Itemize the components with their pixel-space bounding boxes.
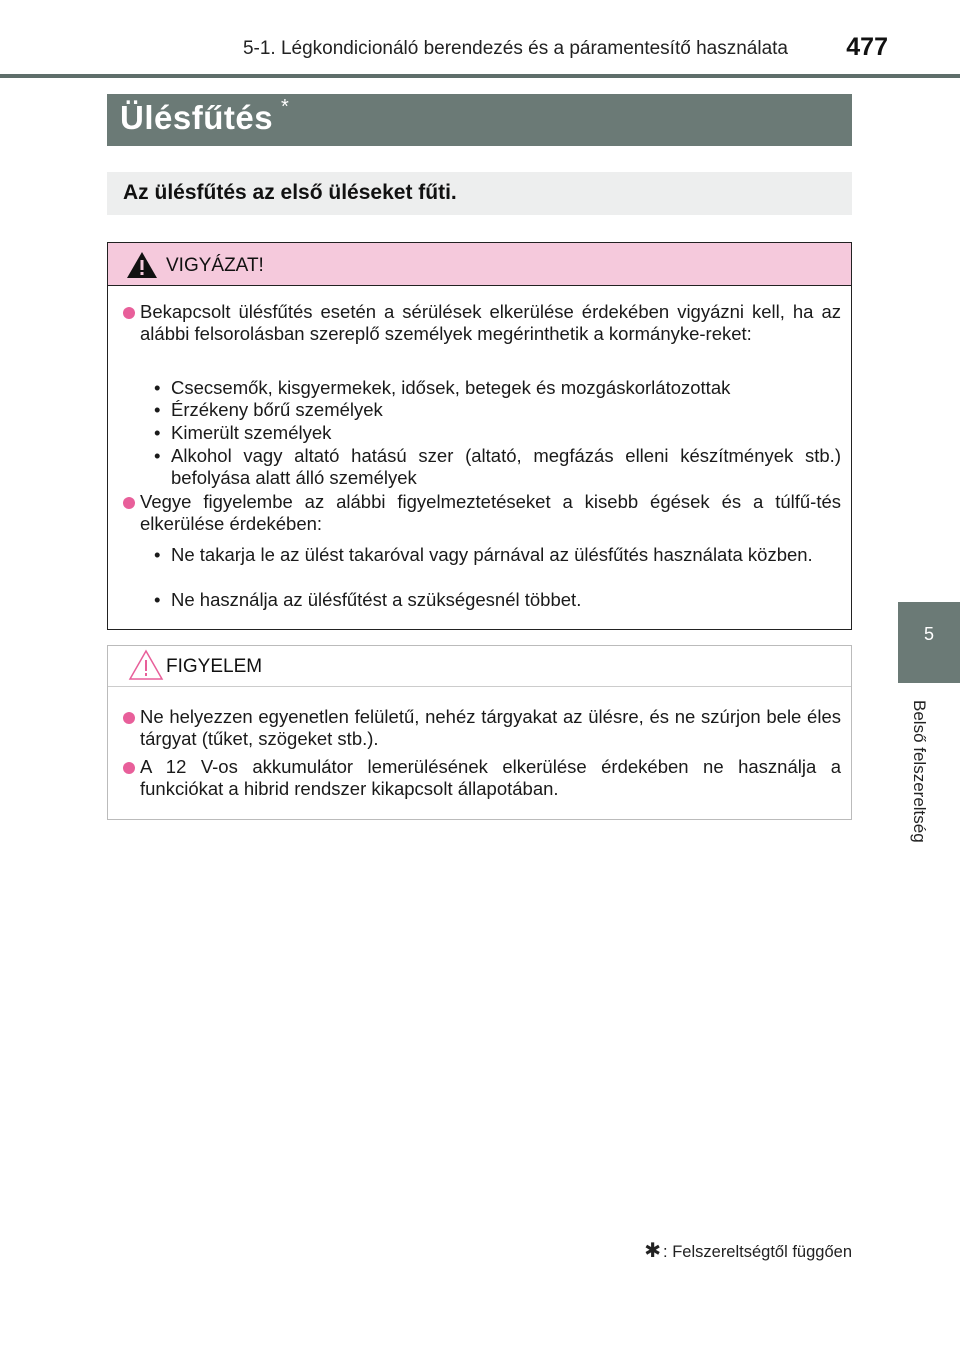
sub-bullet-icon: • xyxy=(154,377,161,398)
sub-bullet-icon: • xyxy=(154,399,161,420)
intro-box xyxy=(107,172,852,215)
notice-label: FIGYELEM xyxy=(166,656,263,677)
notice-item: A 12 V-os akkumulátor lemerülésének elkerülése érdekében ne használja a funkciókat a hibrid rendszer kikapcsolt állapotában. xyxy=(140,756,841,799)
section-title: Ülésfűtés xyxy=(120,99,274,136)
warning-item: Vegye figyelembe az alábbi figyelmeztetéseket a kisebb égések és a túlfű-tés elkerülése érdekében: xyxy=(140,491,841,534)
chapter-header-title: 5-1. Légkondicionáló berendezés és a páramentesítő használata xyxy=(242,38,788,59)
chapter-side-tab xyxy=(898,602,960,683)
warning-subitem: Érzékeny bőrű személyek xyxy=(171,399,383,420)
warning-item: Bekapcsolt ülésfűtés esetén a sérülések elkerülése érdekében vigyázni kell, ha az alábbi felsorolásban szereplő személyek megérinthetik a kormányke-reket: xyxy=(140,301,841,344)
warning-subitem: Ne használja az ülésfűtést a szükségesnél többet. xyxy=(171,589,582,610)
sub-bullet-icon: • xyxy=(154,544,161,565)
header-rule xyxy=(0,74,960,78)
notice-item: Ne helyezzen egyenetlen felületű, nehéz tárgyakat az ülésre, és ne szúrjon bele éles tárgyat (tűket, szögeket stb.). xyxy=(140,706,841,749)
chapter-number: 5 xyxy=(923,624,934,644)
warning-header xyxy=(108,243,851,286)
warning-subitem: Csecsemők, kisgyermekek, idősek, betegek és mozgáskorlátozottak xyxy=(171,377,731,398)
section-title-bar xyxy=(107,94,852,146)
warning-label: VIGYÁZAT! xyxy=(166,255,264,276)
warning-box xyxy=(107,242,852,630)
chapter-label: Belső felszereltség xyxy=(910,700,929,843)
sub-bullet-icon: • xyxy=(154,422,161,443)
bullet-icon xyxy=(123,497,135,509)
page-number: 477 xyxy=(846,33,888,61)
sub-bullet-icon: • xyxy=(154,445,161,466)
bullet-icon xyxy=(123,307,135,319)
footnote xyxy=(560,1238,852,1263)
bullet-icon xyxy=(123,712,135,724)
footnote-text: : Felszereltségtől függően xyxy=(663,1243,852,1261)
notice-box xyxy=(107,645,852,820)
optional-equipment-marker: * xyxy=(281,96,289,118)
footnote-star-icon: ✱ xyxy=(644,1240,662,1262)
sub-bullet-icon: • xyxy=(154,589,161,610)
bullet-icon xyxy=(123,762,135,774)
caution-triangle-icon xyxy=(128,649,164,681)
warning-subitem: Alkohol vagy altató hatású szer (altató, megfázás elleni készítmények stb.) befolyása alatt álló személyek xyxy=(171,445,841,488)
warning-subitem: Kimerült személyek xyxy=(171,422,332,443)
intro-text: Az ülésfűtés az első üléseket fűti. xyxy=(123,181,457,204)
warning-subitem: Ne takarja le az ülést takaróval vagy párnával az ülésfűtés használata közben. xyxy=(171,544,813,565)
notice-header xyxy=(108,646,851,687)
warning-triangle-icon xyxy=(126,251,158,279)
